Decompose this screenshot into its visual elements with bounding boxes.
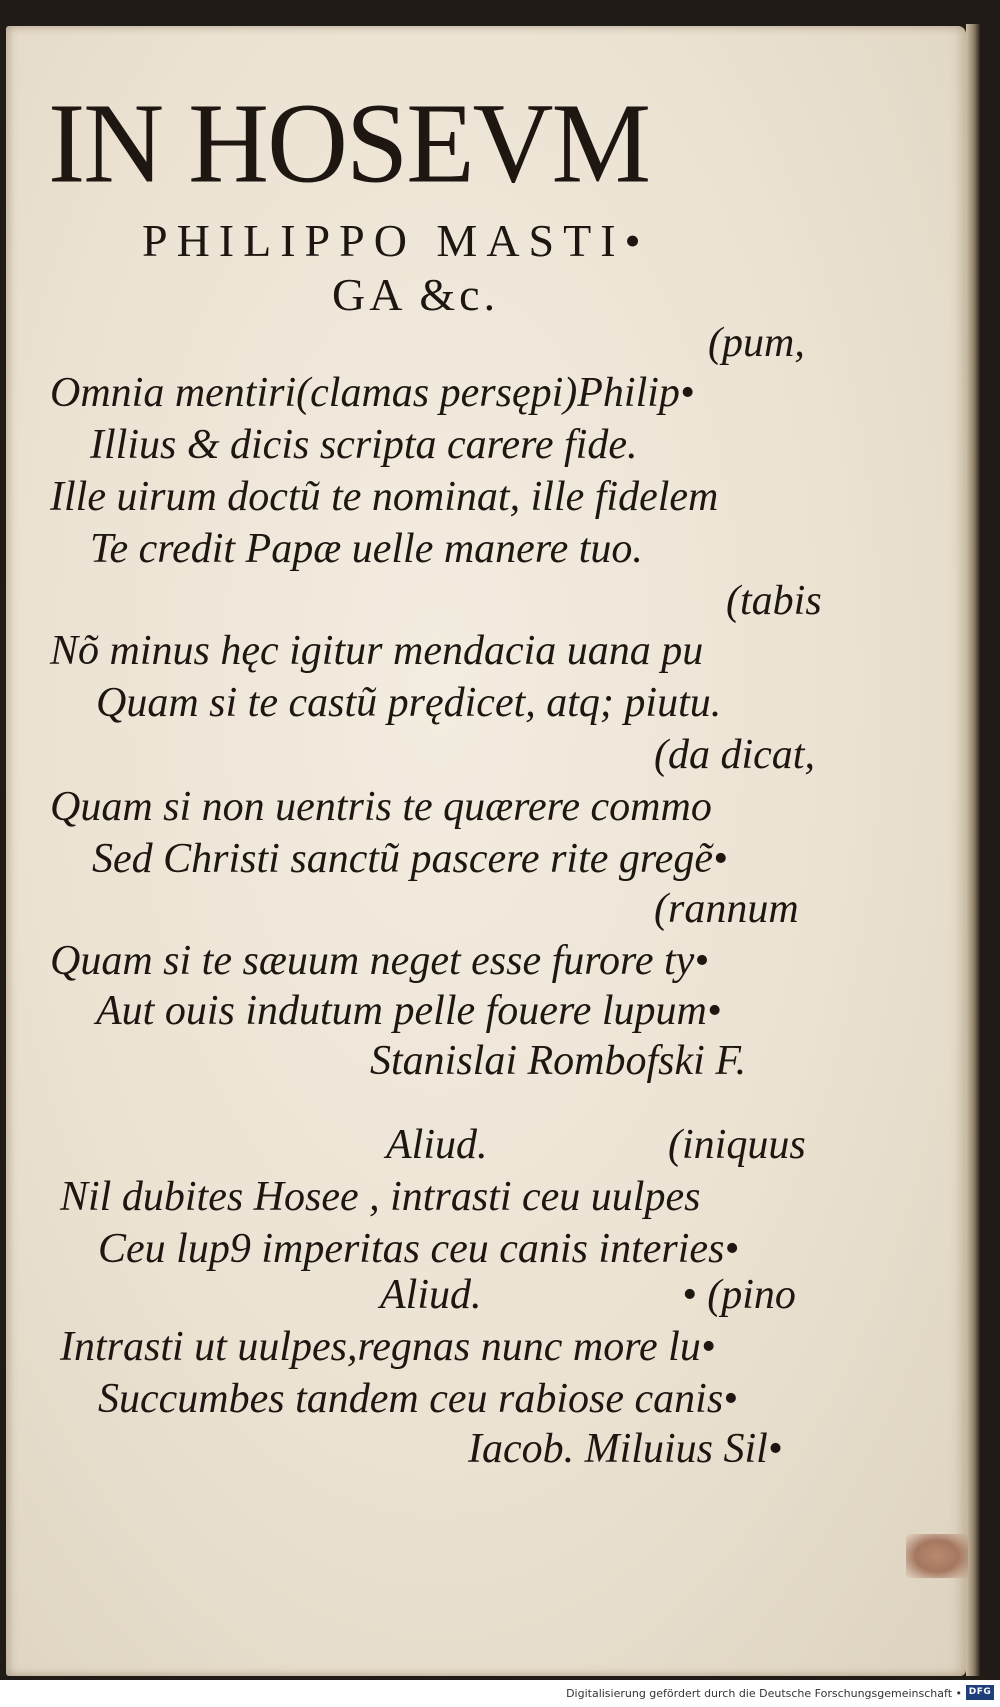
section-heading: Aliud. (386, 1122, 488, 1168)
paper-stain (906, 1534, 968, 1578)
verse-line: Ille uirum doctũ te nominat, ille fidelem (50, 474, 719, 520)
verse-line: Omnia mentiri(clamas persępi)Philip• (50, 370, 695, 416)
verse-line: Quam si te castũ prędicet, atq; piutu. (96, 680, 722, 726)
verse-line: Ceu lup9 imperitas ceu canis interies• (98, 1226, 740, 1272)
verse-carryover: (pum, (708, 320, 805, 366)
verse-line: Nõ minus hęc igitur mendacia uana pu (50, 628, 704, 674)
verse-line: Te credit Papæ uelle manere tuo. (90, 526, 643, 572)
verse-line: Quam si non uentris te quærere commo (50, 784, 712, 830)
page-title: IN HOSEVM (48, 80, 650, 208)
verse-carryover: • (pino (682, 1272, 796, 1318)
poem-signature: Stanislai Rombofski F. (370, 1038, 747, 1084)
poem-signature: Iacob. Miluius Sil• (468, 1426, 783, 1472)
verse-carryover: (da dicat, (654, 732, 815, 778)
digitization-credit: Digitalisierung gefördert durch die Deutsche Forschungsgemeinschaft • (566, 1687, 962, 1700)
verse-line: Intrasti ut uulpes,regnas nunc more lu• (60, 1324, 716, 1370)
verse-line: Sed Christi sanctũ pascere rite gregẽ• (92, 836, 728, 882)
page-subtitle: PHILIPPO MASTI• (142, 215, 650, 266)
page-subtitle-continued: GA &c. (332, 269, 500, 320)
digitization-footer (0, 1680, 1000, 1707)
verse-line: Nil dubites Hosee , intrasti ceu uulpes (60, 1174, 701, 1220)
verse-line: Quam si te sæuum neget esse furore ty• (50, 938, 709, 984)
verse-line: Illius & dicis scripta carere fide. (90, 422, 638, 468)
verse-carryover: (rannum (654, 886, 799, 932)
verse-carryover: (tabis (726, 578, 822, 624)
verse-carryover: (iniquus (668, 1122, 806, 1168)
section-heading: Aliud. (380, 1272, 482, 1318)
dfg-logo-icon: DFG (966, 1685, 994, 1700)
page-edge (966, 24, 980, 1676)
verse-line: Aut ouis indutum pelle fouere lupum• (96, 988, 722, 1034)
verse-line: Succumbes tandem ceu rabiose canis• (98, 1376, 738, 1422)
